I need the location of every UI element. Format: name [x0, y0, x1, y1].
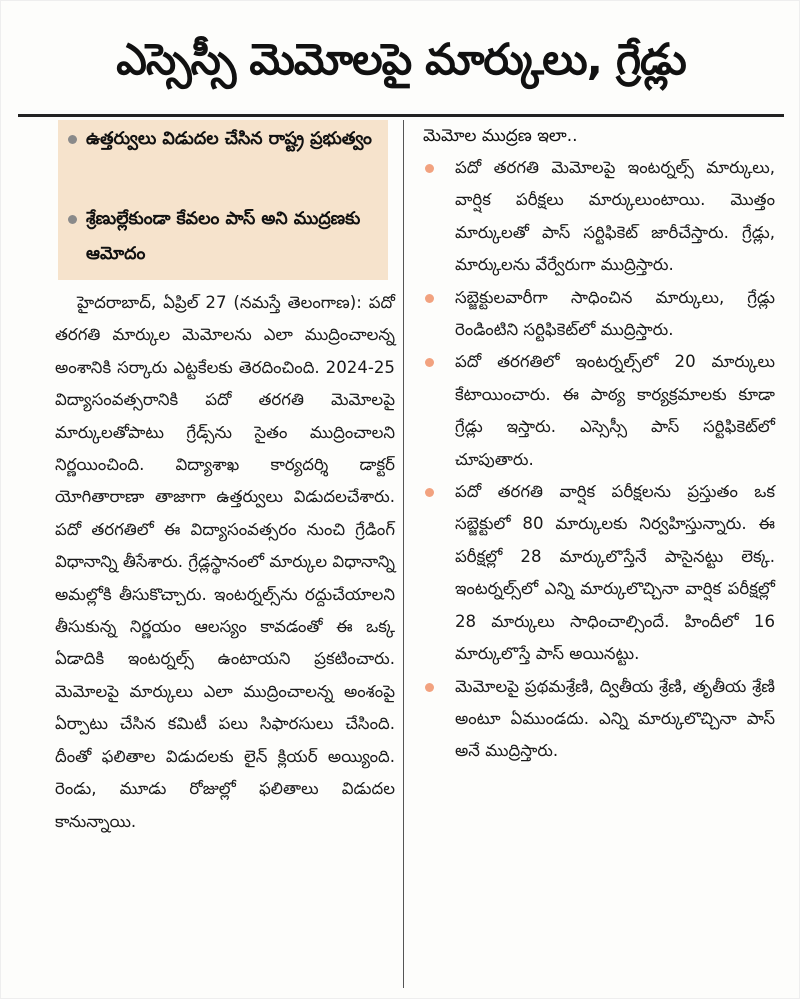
highlight-text: ఉత్తర్వులు విడుదల చేసిన రాష్ట్ర ప్రభుత్వం [86, 129, 372, 149]
bullet-icon [425, 683, 434, 692]
bullet-icon [425, 164, 434, 173]
sidebar-list-item [415, 282, 775, 347]
column-divider [403, 120, 404, 988]
headline: ఎస్సెస్సీ మెమోలపై మార్కులు, గ్రేడ్లు [116, 35, 686, 85]
bullet-icon [68, 215, 77, 224]
highlight-item [68, 202, 386, 272]
highlight-box [58, 120, 388, 280]
sidebar-list-item [415, 476, 775, 670]
sidebar-item-text: సబ్జెక్టులవారీగా సాధించిన మార్కులు, గ్రేడ్లు రెండింటిని సర్టిఫికెట్‌లో ముద్రిస్తారు. [455, 287, 775, 340]
sidebar-item-text: పదో తరగతిలో ఇంటర్నల్స్‌లో 20 మార్కులు కేటాయించారు. ఈ పాఠ్య కార్యక్రమాలకు కూడా గ్రేడ్లు ఇస్తారు. ఎస్సెస్సీ పాస్ సర్టిఫికెట్‌లో చూపుతారు. [455, 352, 775, 469]
article-paragraph: హైదరాబాద్, ఏప్రిల్ 27 (నమస్తే తెలంగాణ): పదో తరగతి మార్కుల మెమోలను ఎలా ముద్రించాలన్న అంశానికి సర్కారు ఎట్టకేలకు తెరదించింది. 2024-25 విద్యాసంవత్సరానికి పదో తరగతి మెమోలపై మార్కులతోపాటు గ్రేడ్స్‌ను సైతం ముద్రించాలని నిర్ణయించింది. విద్యాశాఖ కార్యదర్శి డాక్టర్ యోగితారాణా తాజాగా ఉత్తర్వులు విడుదలచేశారు. పదో తరగతిలో ఈ విద్యాసంవత్సరం నుంచి గ్రేడింగ్ విధానాన్ని తీసేశారు. గ్రేడ్లస్థానంలో మార్కుల విధానాన్ని అమల్లోకి తీసుకొచ్చారు. ఇంటర్నల్స్‌ను రద్దుచేయాలని తీసుకున్న నిర్ణయం ఆలస్యం కావడంతో ఈ ఒక్క ఏడాదికి ఇంటర్నల్స్ ఉంటాయని ప్రకటించారు. మెమోలపై మార్కులు ఎలా ముద్రించాలన్న అంశంపై ఏర్పాటు చేసిన కమిటీ పలు సిఫారసులు చేసింది. దీంతో ఫలితాల విడుదలకు లైన్ క్లియర్ అయ్యింది. రెండు, మూడు రోజుల్లో ఫలితాలు విడుదల కానున్నాయి. [55, 293, 395, 831]
highlight-text: శ్రేణుల్లేకుండా కేవలం పాస్ అని ముద్రణకు ఆమోదం [86, 209, 361, 264]
sidebar-item-text: పదో తరగతి వార్షిక పరీక్షలను ప్రస్తుతం ఒక సబ్జెక్టులో 80 మార్కులకు నిర్వహిస్తున్నారు. ఈ పరీక్షల్లో 28 మార్కులొస్తేనే పాసైనట్టు లెక్క. ఇంటర్నల్స్‌లో ఎన్ని మార్కులొచ్చినా వార్షిక పరీక్షల్లో 28 మార్కులు సాధించాల్సిందే. హిందీలో 16 మార్కులొస్తే పాస్ అయినట్టు. [455, 482, 775, 664]
bullet-icon [425, 488, 434, 497]
sidebar-list-item [415, 671, 775, 768]
sidebar-list-item [415, 152, 775, 282]
bullet-icon [425, 358, 434, 367]
article-body [55, 287, 395, 838]
bullet-icon [425, 294, 434, 303]
sidebar-item-text: మెమోలపై ప్రథమశ్రేణి, ద్వితీయ శ్రేణి, తృతీయ శ్రేణి అంటూ ఏముండదు. ఎన్ని మార్కులొచ్చినా పాస్ అనే ముద్రిస్తారు. [455, 676, 775, 761]
headline-rule [18, 114, 784, 117]
sidebar-heading: మెమోల ముద్రణ ఇలా.. [423, 126, 578, 146]
sidebar-list-item [415, 346, 775, 476]
bullet-icon [68, 135, 77, 144]
highlight-item [68, 122, 386, 157]
sidebar-item-text: పదో తరగతి మెమోలపై ఇంటర్నల్స్ మార్కులు, వార్షిక పరీక్షలు మార్కులుంటాయి. మొత్తం మార్కులతో పాస్ సర్టిఫికెట్ జారీచేస్తారు. గ్రేడ్లు, మార్కులను వేర్వేరుగా ముద్రిస్తారు. [455, 158, 775, 275]
sidebar-list [415, 152, 775, 768]
